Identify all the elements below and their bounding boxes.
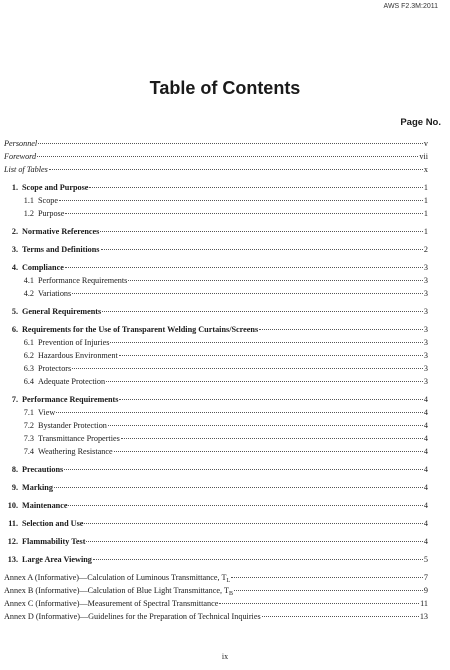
toc-entry-label: Selection and Use (22, 519, 84, 528)
toc-section-entry[interactable] (4, 181, 428, 194)
toc-entry-number: 1. (11, 183, 18, 192)
toc-entry-number: 4.1 (23, 276, 34, 285)
toc-entry-page: 3 (423, 325, 428, 334)
toc-entry-label: Annex D (Informative)—Guidelines for the Preparation of Technical Inquiries (4, 612, 261, 621)
toc-subsection-entry[interactable] (4, 375, 428, 388)
page-number-column-header: Page No. (400, 117, 441, 128)
toc-entry-number: 11. (8, 519, 18, 528)
toc-entry-label: Personnel (4, 139, 38, 148)
toc-entry-page: 4 (423, 421, 428, 430)
toc-entry-number: 7.4 (23, 447, 34, 456)
toc-entry-page: 4 (423, 465, 428, 474)
toc-subsection-entry[interactable] (4, 349, 428, 362)
toc-entry-page: 9 (423, 586, 428, 595)
toc-entry-page: vii (419, 152, 428, 161)
dot-leader (128, 280, 423, 281)
toc-entry-number: 7.3 (23, 434, 34, 443)
toc-entry-label: Performance Requirements (22, 395, 119, 404)
dot-leader (37, 156, 418, 157)
toc-entry-page: 11 (420, 599, 428, 608)
dot-leader (64, 469, 423, 470)
toc-entry-label: Purpose (38, 209, 65, 218)
toc-entry-label: Precautions (22, 465, 64, 474)
toc-entry-page: 5 (423, 555, 428, 564)
toc-entry-label: Large Area Viewing (22, 555, 92, 564)
toc-entry-label: Compliance (22, 263, 64, 272)
toc-entry-page: 7 (423, 573, 428, 582)
toc-entry-label: Annex C (Informative)—Measurement of Spectral Transmittance (4, 599, 219, 608)
toc-entry-number: 8. (11, 465, 18, 474)
toc-front-entry[interactable] (4, 163, 428, 176)
toc-entry-number: 6.4 (23, 377, 34, 386)
dot-leader (119, 399, 422, 400)
toc-entry-page: 3 (423, 377, 428, 386)
toc-subsection-entry[interactable] (4, 207, 428, 220)
toc-annex-entry[interactable] (4, 597, 428, 610)
toc-entry-page: 4 (423, 408, 428, 417)
toc-subsection-entry[interactable] (4, 287, 428, 300)
toc-front-entry[interactable] (4, 137, 428, 150)
toc-entry-page: 2 (423, 245, 428, 254)
toc-entry-label: Scope and Purpose (22, 183, 89, 192)
dot-leader (68, 505, 422, 506)
dot-leader (100, 231, 423, 232)
dot-leader (72, 293, 423, 294)
toc-entry-label: Hazardous Environment (38, 351, 118, 360)
dot-leader (65, 267, 423, 268)
toc-entry-number: 2. (11, 227, 18, 236)
toc-subsection-entry[interactable] (4, 432, 428, 445)
toc-section-entry[interactable] (4, 463, 428, 476)
toc-entry-page: 3 (423, 276, 428, 285)
toc-entry-page: 1 (423, 227, 428, 236)
dot-leader (119, 355, 423, 356)
toc-entry-page: 3 (423, 364, 428, 373)
toc-subsection-entry[interactable] (4, 419, 428, 432)
toc-entry-label: Scope (38, 196, 59, 205)
toc-entry-number: 7.1 (23, 408, 34, 417)
toc-subsection-entry[interactable] (4, 274, 428, 287)
toc-entry-number: 13. (7, 555, 18, 564)
toc-subsection-entry[interactable] (4, 362, 428, 375)
toc-entry-label: Prevention of Injuries (38, 338, 110, 347)
toc-entry-label: Marking (22, 483, 53, 492)
toc-annex-entry[interactable] (4, 571, 428, 584)
toc-entry-page: 3 (423, 351, 428, 360)
dot-leader (259, 329, 423, 330)
toc-entry-page: 4 (423, 483, 428, 492)
toc-entry-page: 3 (423, 338, 428, 347)
dot-leader (219, 603, 419, 604)
toc-entry-label: Terms and Definitions (22, 245, 100, 254)
toc-entry-label: Annex B (Informative)—Calculation of Blue Light Transmittance, $T_B$ (4, 586, 233, 597)
dot-leader (121, 438, 423, 439)
toc-subsection-entry[interactable] (4, 445, 428, 458)
toc-entry-page: 4 (423, 395, 428, 404)
toc-entry-number: 6.3 (23, 364, 34, 373)
toc-entry-subscript: B (228, 591, 233, 597)
dot-leader (89, 187, 422, 188)
table-of-contents (4, 137, 428, 623)
toc-entry-number: 4.2 (23, 289, 34, 298)
toc-entry-page: 4 (423, 501, 428, 510)
toc-subsection-entry[interactable] (4, 194, 428, 207)
toc-entry-label: Bystander Protection (38, 421, 107, 430)
toc-entry-number: 1.2 (23, 209, 34, 218)
toc-entry-page: 13 (419, 612, 428, 621)
toc-section-entry[interactable] (4, 553, 428, 566)
toc-entry-number: 12. (7, 537, 18, 546)
dot-leader (106, 381, 423, 382)
toc-section-entry[interactable] (4, 243, 428, 256)
dot-leader (54, 487, 423, 488)
toc-annex-entry[interactable] (4, 584, 428, 597)
document-id: AWS F2.3M:2011 (383, 3, 438, 10)
dot-leader (108, 425, 423, 426)
toc-entry-label: Foreword (4, 152, 37, 161)
dot-leader (56, 412, 423, 413)
toc-entry-page: 1 (423, 196, 428, 205)
toc-section-entry[interactable] (4, 535, 428, 548)
dot-leader (114, 451, 423, 452)
dot-leader (102, 311, 423, 312)
toc-entry-label: Adequate Protection (38, 377, 106, 386)
toc-entry-number: 7.2 (23, 421, 34, 430)
toc-entry-number: 4. (11, 263, 18, 272)
toc-entry-label: Weathering Resistance (38, 447, 113, 456)
dot-leader (84, 523, 423, 524)
toc-entry-number: 6.2 (23, 351, 34, 360)
toc-entry-number: 7. (11, 395, 18, 404)
toc-entry-label: Variations (38, 289, 72, 298)
toc-entry-number: 5. (11, 307, 18, 316)
toc-entry-label: Normative References (22, 227, 100, 236)
dot-leader (234, 590, 423, 591)
toc-entry-subscript: L (226, 578, 231, 584)
dot-leader (38, 143, 423, 144)
toc-entry-page: 3 (423, 307, 428, 316)
toc-subsection-entry[interactable] (4, 406, 428, 419)
toc-entry-page: 1 (423, 209, 428, 218)
toc-entry-label: Flammability Test (22, 537, 86, 546)
toc-section-entry[interactable] (4, 517, 428, 530)
toc-section-entry[interactable] (4, 225, 428, 238)
dot-leader (262, 616, 419, 617)
toc-entry-label: View (38, 408, 56, 417)
dot-leader (86, 541, 422, 542)
toc-entry-label: Transmittance Properties (38, 434, 120, 443)
toc-entry-number: 6. (11, 325, 18, 334)
toc-entry-page: 4 (423, 537, 428, 546)
toc-section-entry[interactable] (4, 323, 428, 336)
toc-annex-entry[interactable] (4, 610, 428, 623)
toc-entry-number: 6.1 (23, 338, 34, 347)
toc-entry-page: 4 (423, 434, 428, 443)
toc-front-entry[interactable] (4, 150, 428, 163)
toc-entry-number: 1.1 (23, 196, 34, 205)
toc-entry-page: 1 (423, 183, 428, 192)
toc-entry-page: 3 (423, 263, 428, 272)
toc-entry-page: x (423, 165, 428, 174)
dot-leader (101, 249, 423, 250)
dot-leader (231, 577, 423, 578)
dot-leader (59, 200, 423, 201)
page-footer-number: ix (221, 652, 229, 661)
toc-entry-label: Annex A (Informative)—Calculation of Luminous Transmittance, $T_L$ (4, 573, 231, 584)
toc-entry-number: 3. (11, 245, 18, 254)
page-title: Table of Contents (149, 78, 301, 98)
toc-section-entry[interactable] (4, 481, 428, 494)
toc-entry-label: Maintenance (22, 501, 68, 510)
dot-leader (65, 213, 423, 214)
toc-entry-label: Performance Requirements (38, 276, 128, 285)
toc-section-entry[interactable] (4, 261, 428, 274)
toc-entry-number: 9. (11, 483, 18, 492)
toc-entry-number: 10. (7, 501, 18, 510)
toc-entry-label: Protectors (38, 364, 72, 373)
toc-section-entry[interactable] (4, 305, 428, 318)
toc-entry-label: General Requirements (22, 307, 102, 316)
toc-entry-page: 4 (423, 519, 428, 528)
dot-leader (110, 342, 423, 343)
toc-entry-page: 3 (423, 289, 428, 298)
toc-section-entry[interactable] (4, 393, 428, 406)
toc-entry-label: List of Tables (4, 165, 48, 174)
toc-entry-label: Requirements for the Use of Transparent Welding Curtains/Screens (22, 325, 259, 334)
toc-entry-page: v (423, 139, 428, 148)
dot-leader (49, 169, 423, 170)
toc-entry-page: 4 (423, 447, 428, 456)
dot-leader (72, 368, 423, 369)
toc-subsection-entry[interactable] (4, 336, 428, 349)
toc-section-entry[interactable] (4, 499, 428, 512)
dot-leader (93, 559, 423, 560)
